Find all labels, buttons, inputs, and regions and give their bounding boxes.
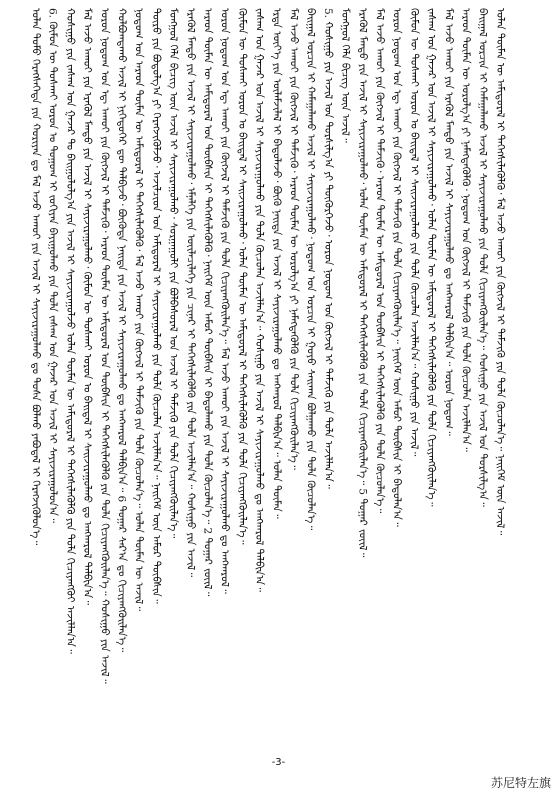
text-column: ᠣᠷᠣᠨ ᠨᠤᠲᠤᠭ ᠤᠨ ᠡᠳ᠋ ᠠᠬᠤᠢ ᠶᠢᠨ ᠬᠥᠭᠵᠢᠯ ᠢ ᠳᠡᠮᠵᠢᠬᠦ᠂ ᠠᠷᠠᠳ ᠲᠦᠮᠡᠨ ᠦ ᠠᠮᠢᠳᠤᠷᠠᠯ ᠤᠨ ᠲᠥᠪᠰᠢᠨ ᠢ ᠳᠡᠭᠡᠭᠰᠢᠯᠡᠭᠦᠯᠬᠦ ᠶᠢᠨ ᠲᠤᠯᠠ ᠬᠢᠴᠢᠶᠡᠩᠭᠦᠢᠯᠡᠨ᠎ᠡ᠃ ᠬᠣᠰᠢᠭᠤ ᠶᠢᠨ ᠠᠵᠢᠯ᠃: [98, 8, 111, 684]
text-column: ᠮᠠᠯ ᠠᠵᠤ ᠠᠬᠤᠢ ᠶᠢᠨ ᠬᠥᠭᠵᠢᠯ ᠢ ᠳᠡᠮᠵᠢᠬᠦ᠂ ᠠᠷᠠᠳ ᠲᠦᠮᠡᠨ ᠦ ᠠᠮᠢᠳᠤᠷᠠᠯ ᠤᠨ ᠲᠥᠪᠰᠢᠨ ᠢ ᠳᠡᠭᠡᠭᠰᠢᠯᠡᠭᠦᠯᠬᠦ ᠶᠢᠨ ᠲᠤᠯᠠ ᠬᠦᠴᠦᠯᠡᠨ᠎ᠡ᠃: [373, 8, 386, 514]
mongolian-text-body: [30, 8, 530, 753]
text-column: ᠡᠷᠡᠭᠦᠯ ᠮᠡᠨᠳᠦ ᠶᠢᠨ ᠠᠵᠢᠯ ᠢ ᠰᠠᠶᠢᠵᠢᠷᠠᠭᠤᠯᠬᠤ᠂ ᠡᠮᠨᠡᠯᠭᠡ ᠶᠢᠨ ᠦᠢᠯᠡᠴᠢᠯᠡᠭᠡ ᠶᠢᠨ ᠴᠢᠨᠠᠷ ᠢ ᠳᠡᠭᠡᠭᠰᠢᠯᠡᠭᠦᠯᠬᠦ ᠶᠢᠨ ᠲᠤᠯᠠ ᠠᠵᠢᠯᠯᠠᠨ᠎ᠠ᠃ ᠬᠣᠰᠢᠭᠤ ᠶᠢᠨ ᠠᠵᠢᠯ᠃: [184, 8, 197, 578]
text-column: ᠲᠥᠷᠦ ᠶᠢᠨ ᠪᠣᠳᠣᠯᠭ᠎ᠠ ᠶᠢ ᠬᠡᠷᠡᠭᠵᠢᠭᠦᠯᠵᠦ᠂ ᠠᠵᠢᠯᠴᠢᠳ ᠤᠨ ᠠᠮᠢᠳᠤᠷᠠᠯ ᠢ ᠰᠠᠶᠢᠵᠢᠷᠠᠭᠤᠯᠬᠤ ᠶᠢᠨ ᠲᠤᠯᠠ ᠬᠦᠴᠦᠯᠡᠨ ᠠᠵᠢᠯᠯᠠᠨ᠎ᠠ᠃ ᠨᠡᠢᠭᠡᠮ ᠦᠨ ᠠᠮᠤᠷ ᠲᠦᠪᠰᠢᠨ᠃: [149, 8, 162, 604]
text-column: ᠡᠷᠲᠡ ᠦᠶ᠎ᠡ ᠶᠢᠨ ᠦᠯᠡᠮᠵᠢᠯᠡᠯ ᠢ ᠪᠠᠲᠤᠯᠠᠵᠤ᠂ ᠪᠦᠬᠦ ᠨᠡᠢᠲᠡ ᠶᠢᠨ ᠠᠵᠢᠯ ᠢ ᠰᠠᠶᠢᠵᠢᠷᠠᠭᠤᠯᠬᠤ ᠳᠤ ᠠᠩᠬᠠᠷᠤᠯ ᠲᠠᠯᠪᠢᠨ᠎ᠠ᠃ ᠣᠯᠠᠨ ᠲᠦᠮᠡᠨ᠃: [270, 8, 283, 519]
text-column: ᠵᠠᠰᠠᠭ ᠤᠨ ᠭᠠᠵᠠᠷ ᠤᠨ ᠠᠵᠢᠯ ᠢ ᠰᠠᠶᠢᠵᠢᠷᠠᠭᠤᠯᠬᠤ ᠶᠢᠨ ᠲᠤᠯᠠ ᠬᠦᠴᠦᠯᠡᠨ ᠠᠵᠢᠯᠯᠠᠨ᠎ᠠ᠃ ᠬᠣᠰᠢᠭᠤ ᠶᠢᠨ ᠠᠵᠢᠯ ᠢ ᠰᠠᠶᠢᠵᠢᠷᠠᠭᠤᠯᠬᠤ ᠳᠤ ᠠᠩᠬᠠᠷᠤᠯ ᠲᠠᠯᠪᠢᠨ᠎ᠠ᠃: [253, 8, 266, 592]
text-column: ᠣᠷᠣᠨ ᠨᠤᠲᠤᠭ ᠤᠨ ᠡᠳ᠋ ᠠᠬᠤᠢ ᠶᠢᠨ ᠬᠥᠭᠵᠢᠯ ᠢ ᠳᠡᠮᠵᠢᠬᠦ ᠶᠢᠨ ᠲᠤᠯᠠ ᠬᠢᠴᠢᠶᠡᠩᠭᠦᠢᠯᠡᠨ᠎ᠡ᠃ ᠨᠡᠢᠭᠡᠮ ᠦᠨ ᠠᠮᠤᠷ ᠲᠦᠪᠰᠢᠨ ᠢ ᠪᠠᠲᠤᠯᠠᠨ᠎ᠠ᠃: [390, 8, 403, 527]
watermark-text: 苏尼特左旗: [490, 776, 551, 790]
text-column: ᠮᠠᠯ ᠠᠵᠤ ᠠᠬᠤᠢ ᠶᠢᠨ ᠬᠥᠭᠵᠢᠯ ᠢ ᠳᠡᠮᠵᠢᠬᠦ᠂ ᠠᠷᠠᠳ ᠲᠦᠮᠡᠨ ᠦ ᠣᠷᠣᠯᠭ᠎ᠠ ᠶᠢ ᠨᠡᠮᠡᠭᠳᠡᠭᠦᠯᠬᠦ ᠶᠢᠨ ᠲᠤᠯᠠ ᠬᠢᠴᠢᠶᠡᠩᠭᠦᠢᠯᠡᠨ᠎ᠡ᠃: [287, 8, 300, 470]
text-column: ᠮᠠᠯ ᠠᠵᠤ ᠠᠬᠤᠢ ᠶᠢᠨ ᠡᠷᠡᠭᠦᠯ ᠮᠡᠨᠳᠦ ᠶᠢᠨ ᠠᠵᠢᠯ ᠢ ᠰᠠᠶᠢᠵᠢᠷᠠᠭᠤᠯᠬᠤ ᠳᠤ ᠠᠩᠬᠠᠷᠤᠯ ᠲᠠᠯᠪᠢᠨ᠎ᠠ᠃ ᠣᠷᠣᠨ ᠨᠤᠲᠤᠭ᠃: [442, 8, 455, 436]
text-column: ᠡᠷᠡᠭᠦᠯ ᠮᠡᠨᠳᠦ ᠶᠢᠨ ᠠᠵᠢᠯ ᠢ ᠰᠠᠶᠢᠵᠢᠷᠠᠭᠤᠯᠬᠤ᠂ ᠣᠯᠠᠨ ᠲᠦᠮᠡᠨ ᠦ ᠠᠮᠢᠳᠤᠷᠠᠯ ᠢ ᠳᠡᠭᠡᠭᠰᠢᠯᠡᠭᠦᠯᠬᠦ ᠶᠢᠨ ᠲᠤᠯᠠ ᠬᠢᠴᠢᠶᠡᠩᠭᠦᠢᠯᠡᠨ᠎ᠡ᠃ 5 ᠳᠤᠭᠠᠷ ᠵᠦᠢᠯ᠃: [356, 8, 369, 558]
text-column: ᠠᠷᠠᠳ ᠲᠦᠮᠡᠨ ᠦ ᠣᠷᠣᠯᠭ᠎ᠠ ᠶᠢ ᠨᠡᠮᠡᠭᠳᠡᠭᠦᠯᠬᠦ᠂ ᠨᠤᠲᠤᠭ ᠤᠨ ᠬᠥᠭᠵᠢᠯ ᠢ ᠳᠡᠮᠵᠢᠬᠦ ᠶᠢᠨ ᠲᠤᠯᠠ ᠬᠦᠴᠦᠯᠡᠨ ᠠᠵᠢᠯᠯᠠᠨ᠎ᠠ᠃: [459, 8, 472, 452]
page-number: -3-: [271, 757, 286, 768]
text-column: ᠤᠯᠠᠨ ᠲᠤᠮᠤ ᠬᠡᠷᠡᠭᠰᠡᠭᠡᠳᠡ ᠶᠢᠨ ᠬᠣᠷᠢᠶᠠᠨ ᠳᠤ ᠮᠠᠯ ᠠᠵᠤ ᠠᠬᠤᠢ ᠶᠢᠨ ᠠᠵᠢᠯ ᠢ ᠰᠠᠶᠢᠵᠢᠷᠠᠭᠤᠯᠬᠤ ᠳᠤ ᠲᠤᠰᠠ ᠪᠣᠯᠬᠤ ᠶᠠᠪᠤᠳᠠᠯ ᠢ ᠬᠡᠷᠡᠭᠵᠢᠭᠦᠯᠦᠨ᠎ᠡ᠃: [30, 8, 42, 546]
text-column: ᠨᠤᠲᠤᠭ ᠤᠨ ᠠᠷᠠᠳ ᠲᠦᠮᠡᠨ ᠦ ᠠᠮᠢᠳᠤᠷᠠᠯ ᠢ ᠳᠡᠭᠡᠭᠰᠢᠯᠡᠭᠦᠯᠬᠦ᠂ ᠮᠠᠯ ᠠᠵᠤ ᠠᠬᠤᠢ ᠶᠢᠨ ᠬᠥᠭᠵᠢᠯ ᠢ ᠳᠡᠮᠵᠢᠬᠦ ᠶᠢᠨ ᠲᠤᠯᠠ ᠬᠦᠴᠦᠯᠡᠨ᠎ᠡ᠃ ᠣᠯᠠᠨ ᠲᠦᠮᠡᠨ ᠦ ᠠᠵᠢᠯ᠃: [132, 8, 145, 612]
text-column: ᠬᠣᠯᠪᠣᠭᠳᠠᠬᠤ ᠠᠵᠢᠯ ᠢ ᠨᠢᠭᠡᠳᠦᠭᠡᠷ ᠳᠦ ᠲᠠᠯᠪᠢᠵᠤ᠂ ᠪᠦᠭᠦᠳᠡ ᠨᠡᠢᠲᠡ ᠶᠢᠨ ᠠᠵᠢᠯ ᠢ ᠰᠠᠶᠢᠵᠢᠷᠠᠭᠤᠯᠬᠤ ᠳᠤ ᠠᠩᠬᠠᠷᠤᠯ ᠲᠠᠯᠪᠢᠨ᠎ᠠ᠃ 6 ᠳᠤᠭᠠᠷ ᠰᠠᠷ᠎ᠠ ᠳᠤ ᠬᠢᠴᠢᠶᠡᠩᠭᠦᠢᠯᠡᠨ᠎ᠡ᠃: [115, 8, 128, 653]
text-column: ᠬᠦᠮᠦᠨ ᠦ ᠲᠤᠰᠬᠠᠢ ᠣᠷᠣᠨ ᠤ ᠪᠠᠢᠳᠠᠯ ᠢ ᠰᠠᠢᠵᠢᠷᠠᠭᠤᠯᠬᠤ᠂ ᠣᠯᠠᠨ ᠲᠦᠮᠡᠨ ᠦ ᠠᠮᠢᠳᠤᠷᠠᠯ ᠢ ᠳᠡᠭᠡᠭᠰᠢᠯᠡᠭᠦᠯᠬᠦ ᠶᠢᠨ ᠲᠤᠯᠠ ᠬᠢᠴᠢᠶᠡᠩᠭᠦᠢᠯᠡᠨ᠎ᠡ᠃: [235, 8, 248, 545]
text-column: ᠬᠣᠰᠢᠭᠤ ᠶᠢᠨ ᠵᠠᠰᠠᠭ ᠤᠨ ᠭᠠᠵᠠᠷ ᠲᠤ ᠪᠠᠢᠭᠤᠯᠤᠯᠭ᠎ᠠ ᠶᠢᠨ ᠠᠵᠢᠯ ᠢ ᠰᠠᠶᠢᠵᠢᠷᠠᠭᠤᠯᠵᠤ ᠣᠯᠠᠨ ᠲᠦᠮᠡᠨ ᠦ ᠠᠮᠢᠳᠤᠷᠠᠯ ᠢ ᠳᠡᠭᠡᠭᠰᠢᠯᠡᠭᠦᠯᠬᠦ ᠶᠢᠨ ᠲᠤᠯᠠ ᠬᠢᠴᠢᠶᠡᠩᠭᠦᠢ ᠠᠵᠢᠯᠯᠠᠨ᠎ᠠ᠃: [63, 8, 76, 654]
text-column: ᠣᠯᠠᠨ ᠲᠦᠮᠡᠨ ᠦ ᠠᠮᠢᠳᠤᠷᠠᠯ ᠢ ᠳᠡᠭᠡᠭᠰᠢᠯᠡᠭᠦᠯᠬᠦ᠂ ᠮᠠᠯ ᠠᠵᠤ ᠠᠬᠤᠢ ᠶᠢᠨ ᠬᠥᠭᠵᠢᠯ ᠢ ᠳᠡᠮᠵᠢᠬᠦ ᠶᠢᠨ ᠲᠤᠯᠠ ᠬᠦᠴᠦᠯᠡᠨ᠎ᠡ᠃ ᠨᠡᠢᠭᠡᠮ ᠦᠨ ᠠᠵᠢᠯ᠃: [493, 8, 506, 536]
text-column: 5. ᠬᠣᠰᠢᠭᠤ ᠶᠢᠨ ᠠᠵᠢᠯ ᠤᠨ ᠲᠤᠷᠰᠢᠯᠭ᠎ᠠ ᠶᠢ ᠳᠦᠭᠦᠷᠭᠡᠵᠦ᠂ ᠣᠷᠣᠨ ᠨᠤᠲᠤᠭ ᠤᠨ ᠬᠥᠭᠵᠢᠯ ᠢ ᠳᠡᠮᠵᠢᠬᠦ ᠶᠢᠨ ᠲᠤᠯᠠ ᠠᠵᠢᠯᠯᠠᠨ᠎ᠠ᠃: [321, 8, 334, 489]
text-column: ᠪᠠᠢᠭᠠᠯ ᠣᠷᠴᠢᠨ ᠢ ᠬᠠᠮᠠᠭᠠᠯᠠᠬᠤ ᠠᠵᠢᠯ ᠢ ᠰᠠᠶᠢᠵᠢᠷᠠᠭᠤᠯᠬᠤ ᠶᠢᠨ ᠲᠤᠯᠠ ᠬᠢᠴᠢᠶᠡᠩᠭᠦᠢᠯᠡᠨ᠎ᠡ᠃ ᠬᠣᠰᠢᠭᠤ ᠶᠢᠨ ᠠᠵᠢᠯ ᠤᠨ ᠲᠤᠷᠰᠢᠯᠭ᠎ᠠ᠃: [476, 8, 489, 507]
text-column: 6. ᠬᠦᠮᠦᠨ ᠦ ᠲᠤᠰᠬᠠᠢ ᠣᠷᠣᠨ ᠤ ᠲᠤᠭᠤᠭ ᠢ ᠵᠣᠬᠢᠶᠠᠨ ᠪᠠᠶᠢᠭᠤᠯᠬᠤ ᠶᠢᠨ ᠲᠤᠯᠠ ᠵᠠᠰᠠᠭ ᠤᠨ ᠭᠠᠵᠠᠷ ᠤᠨ ᠠᠵᠢᠯ ᠢ ᠰᠠᠶᠢᠵᠢᠷᠠᠭᠤᠯᠤᠨ᠎ᠠ᠃: [46, 8, 59, 523]
text-column: ᠮᠣᠩᠭᠣᠯ ᠬᠡᠯᠡ ᠪᠢᠴᠢᠭ ᠦᠨ ᠠᠵᠢᠯ ᠢ ᠰᠠᠶᠢᠵᠢᠷᠠᠭᠤᠯᠬᠤ᠂ ᠰᠤᠷᠭᠠᠭᠤᠯᠢ ᠶᠢᠨ ᠪᠣᠯᠪᠠᠰᠤᠷᠠᠯ ᠤᠨ ᠠᠵᠢᠯ ᠢ ᠳᠡᠮᠵᠢᠬᠦ ᠶᠢᠨ ᠲᠤᠯᠠ ᠬᠢᠴᠢᠶᠡᠩᠭᠦᠢᠯᠡᠨ᠎ᠡ᠃: [167, 8, 180, 539]
text-column: ᠬᠦᠮᠦᠨ ᠦ ᠲᠤᠰᠬᠠᠢ ᠣᠷᠣᠨ ᠤ ᠪᠠᠢᠳᠠᠯ ᠢ ᠰᠠᠢᠵᠢᠷᠠᠭᠤᠯᠬᠤ ᠶᠢᠨ ᠲᠤᠯᠠ ᠬᠦᠴᠦᠯᠡᠨ ᠠᠵᠢᠯᠯᠠᠨ᠎ᠠ᠃ ᠬᠣᠰᠢᠭᠤ ᠶᠢᠨ ᠠᠵᠢᠯ᠃: [407, 8, 420, 457]
text-column: ᠪᠠᠢᠭᠠᠯ ᠣᠷᠴᠢᠨ ᠢ ᠬᠠᠮᠠᠭᠠᠯᠠᠬᠤ ᠠᠵᠢᠯ ᠢ ᠰᠠᠶᠢᠵᠢᠷᠠᠭᠤᠯᠬᠤ᠂ ᠨᠤᠲᠤᠭ ᠤᠨ ᠣᠷᠴᠢᠨ ᠢ ᠭᠣᠶᠣ ᠰᠠᠢᠬᠠᠨ ᠪᠣᠯᠭᠠᠬᠤ ᠶᠢᠨ ᠲᠤᠯᠠ ᠬᠦᠴᠦᠯᠡᠨ᠎ᠡ᠃: [304, 8, 317, 531]
text-column: ᠵᠠᠰᠠᠭ ᠤᠨ ᠭᠠᠵᠠᠷ ᠤᠨ ᠠᠵᠢᠯ ᠢ ᠰᠠᠶᠢᠵᠢᠷᠠᠭᠤᠯᠬᠤ᠂ ᠣᠯᠠᠨ ᠲᠦᠮᠡᠨ ᠦ ᠠᠮᠢᠳᠤᠷᠠᠯ ᠢ ᠳᠡᠭᠡᠭᠰᠢᠯᠡᠭᠦᠯᠬᠦ ᠶᠢᠨ ᠲᠤᠯᠠ ᠬᠢᠴᠢᠶᠡᠩᠭᠦᠢᠯᠡᠨ᠎ᠡ᠃: [425, 8, 438, 507]
text-column: ᠮᠠᠯ ᠠᠵᠤ ᠠᠬᠤᠢ ᠶᠢᠨ ᠡᠷᠡᠭᠦᠯ ᠮᠡᠨᠳᠦ ᠶᠢᠨ ᠠᠵᠢᠯ ᠢ ᠰᠠᠶᠢᠵᠢᠷᠠᠭᠤᠯᠬᠤ᠂ ᠬᠦᠮᠦᠨ ᠦ ᠲᠤᠰᠬᠠᠢ ᠣᠷᠣᠨ ᠤ ᠪᠠᠢᠳᠠᠯ ᠢ ᠰᠠᠢᠵᠢᠷᠠᠭᠤᠯᠬᠤ ᠳᠤ ᠠᠩᠬᠠᠷᠤᠯ ᠲᠠᠯᠪᠢᠨ᠎ᠠ᠃: [81, 8, 94, 605]
text-column: ᠣᠷᠣᠨ ᠨᠤᠲᠤᠭ ᠤᠨ ᠡᠳ᠋ ᠠᠬᠤᠢ ᠶᠢᠨ ᠬᠥᠭᠵᠢᠯ ᠢ ᠳᠡᠮᠵᠢᠬᠦ ᠶᠢᠨ ᠲᠤᠯᠠ ᠬᠢᠴᠢᠶᠡᠩᠭᠦᠢᠯᠡᠨ᠎ᠡ᠃ ᠮᠠᠯ ᠠᠵᠤ ᠠᠬᠤᠢ ᠶᠢᠨ ᠠᠵᠢᠯ ᠢ ᠰᠠᠶᠢᠵᠢᠷᠠᠭᠤᠯᠬᠤ ᠳᠤ ᠠᠩᠬᠠᠷᠤᠯ᠃: [218, 8, 231, 594]
text-column: ᠠᠷᠠᠳ ᠲᠦᠮᠡᠨ ᠦ ᠠᠮᠢᠳᠤᠷᠠᠯ ᠤᠨ ᠲᠥᠪᠰᠢᠨ ᠢ ᠳᠡᠭᠡᠭᠰᠢᠯᠡᠭᠦᠯᠬᠦ᠂ ᠨᠡᠢᠭᠡᠮ ᠦᠨ ᠠᠮᠤᠷ ᠲᠦᠪᠰᠢᠨ ᠢ ᠪᠠᠲᠤᠯᠠᠬᠤ ᠶᠢᠨ ᠲᠤᠯᠠ ᠬᠦᠴᠦᠯᠡᠨ᠎ᠡ᠃ 2 ᠳᠤᠭᠠᠷ ᠵᠦᠢᠯ᠃: [201, 8, 214, 597]
text-column: ᠮᠣᠩᠭᠣᠯ ᠬᠡᠯᠡ ᠪᠢᠴᠢᠭ ᠦᠨ ᠠᠵᠢᠯ᠃: [339, 8, 352, 143]
